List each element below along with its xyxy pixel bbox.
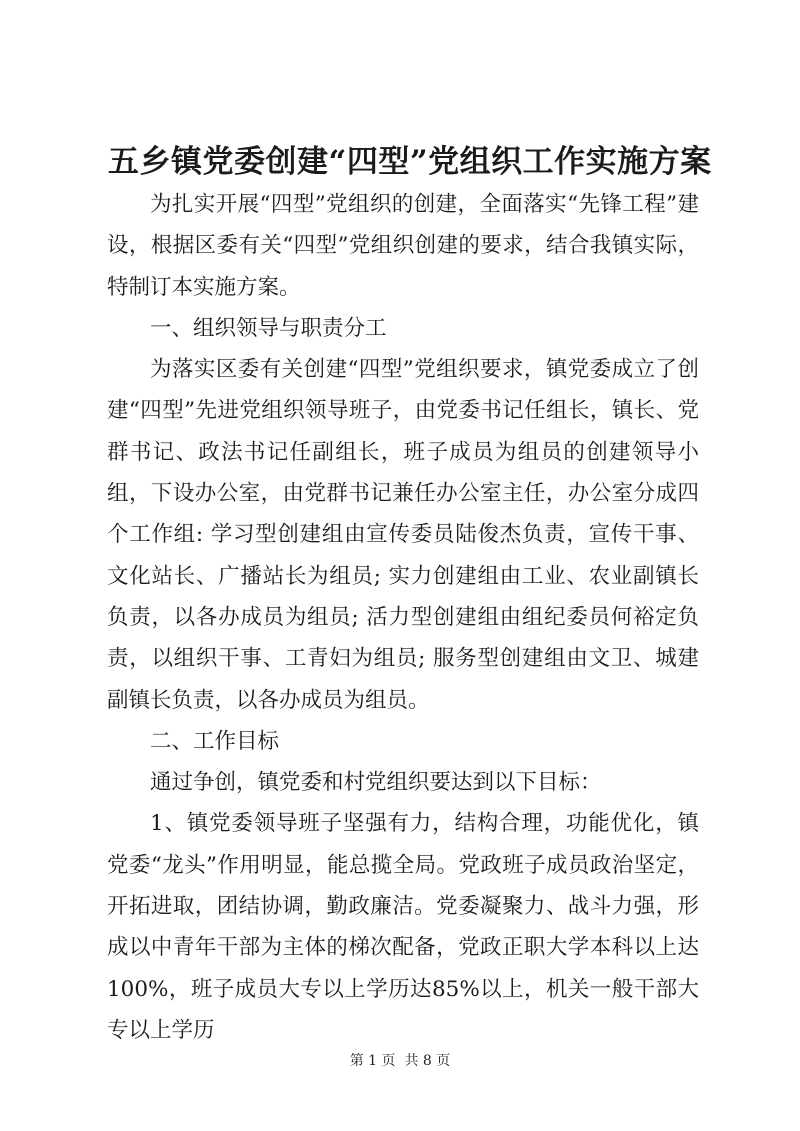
section-heading-organization: 一、组织领导与职责分工: [150, 315, 387, 341]
page-number-label: 第 1 页 共 8 页: [349, 1053, 451, 1069]
page-footer: [0, 1051, 800, 1071]
organization-paragraph: 为落实区委有关创建“四型”党组织要求，镇党委成立了创建“四型”先进党组织领导班子，由党委书记任组长，镇长、党群书记、政法书记任副组长，班子成员为组员的创建领导小组，下设办公室，由党群书记兼任办公室主任，办公室分成四个工作组: 学习型创建组由宣传委员陆俊杰负责，宣传干事、文化站长、广播站长为组员; 实力创建组由工业、农业副镇长负责，以各办成员为组员; 活力型创建组由组纪委员何裕定负责，以组织干事、工青妇为组员; 服务型创建组由文卫、城建副镇长负责，以各办成员为组员。: [107, 357, 699, 713]
document-title: 五乡镇党委创建“四型”党组织工作实施方案: [108, 144, 712, 180]
intro-paragraph: 为扎实开展“四型”党组织的创建，全面落实“先锋工程”建设，根据区委有关“四型”党组织创建的要求，结合我镇实际，特制订本实施方案。: [107, 192, 699, 300]
goals-intro-paragraph: 通过争创，镇党委和村党组织要达到以下目标：: [150, 770, 602, 796]
document-body: [107, 184, 699, 1051]
section-heading-goals: 二、工作目标: [150, 728, 280, 754]
goal-item-1-paragraph: 1、镇党委领导班子坚强有力，结构合理，功能优化，镇党委“龙头”作用明显，能总揽全局。党政班子成员政治坚定，开拓进取，团结协调，勤政廉洁。党委凝聚力、战斗力强，形成以中青年干部为主体的梯次配备，党政正职大学本科以上达100%，班子成员大专以上学历达85%以上，机关一般干部大专以上学历: [107, 811, 699, 1043]
